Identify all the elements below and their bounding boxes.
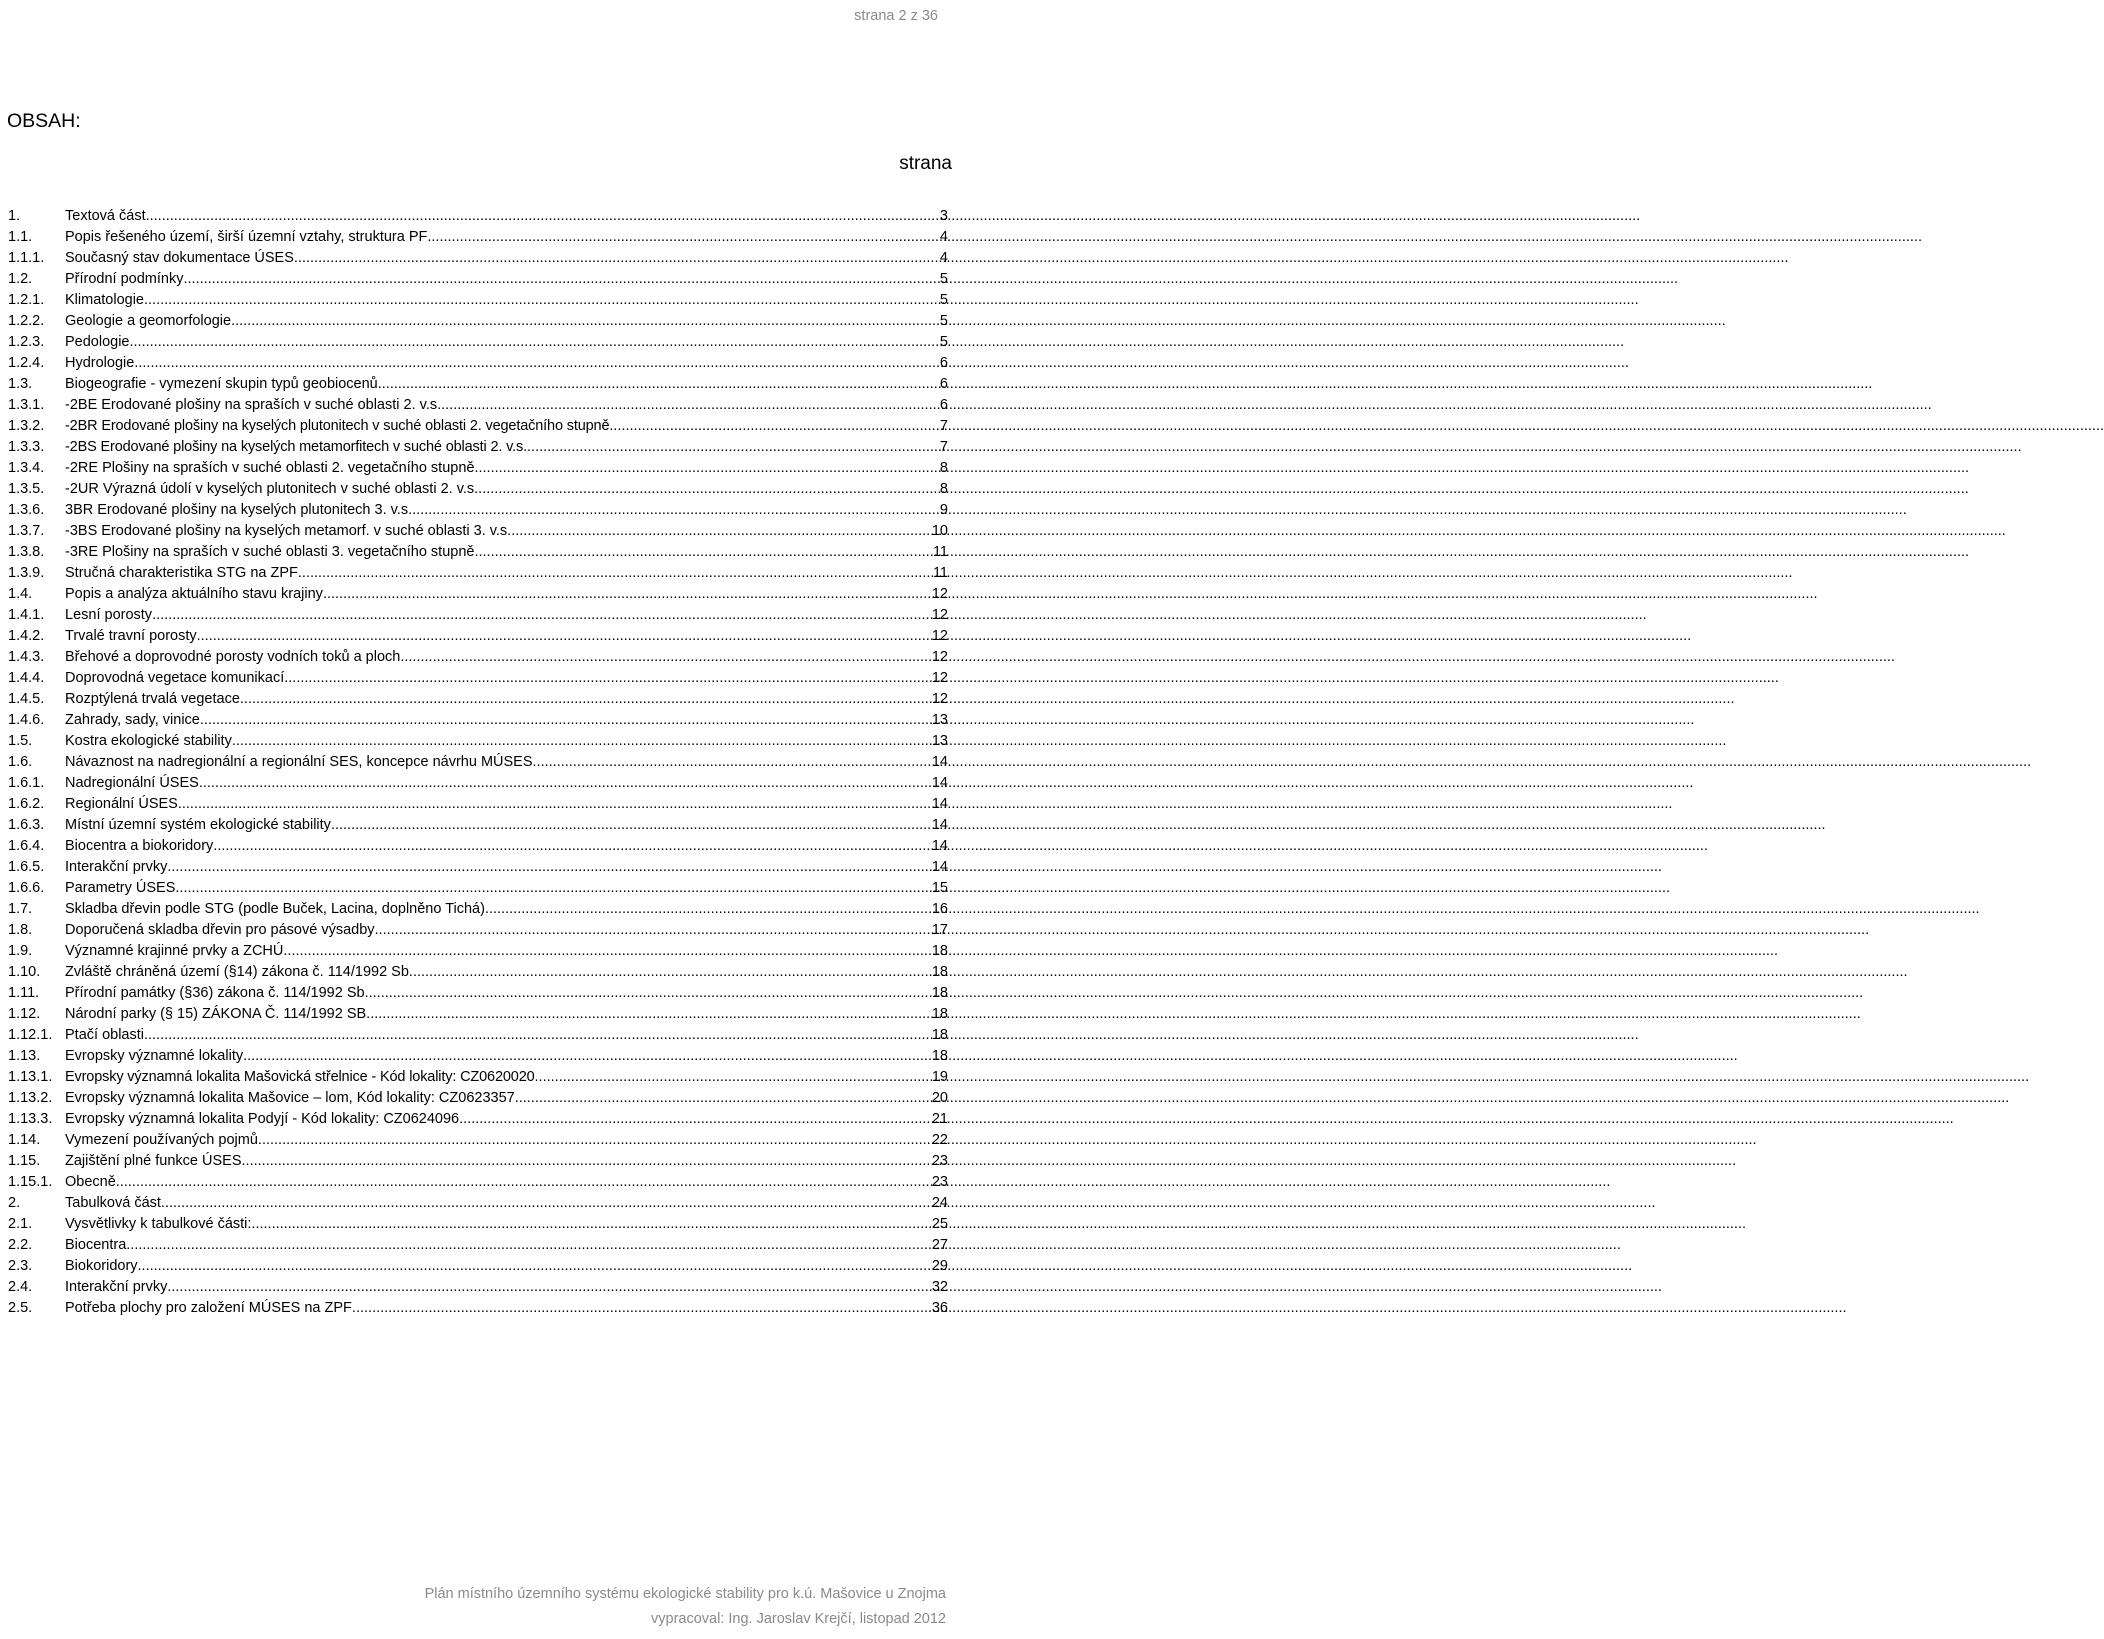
toc-entry[interactable] [8,565,948,586]
toc-entry-page: 18 [931,1006,948,1022]
toc-entry[interactable] [8,670,948,691]
toc-entry[interactable] [8,943,948,964]
toc-dot-leader [515,1090,932,1106]
toc-dot-leader [175,880,931,896]
toc-entry-title: Rozptýlená trvalá vegetace [65,691,240,707]
toc-dot-leader [116,1174,932,1190]
toc-entry-number: 2.3. [8,1258,33,1274]
toc-entry[interactable] [8,775,948,796]
toc-entry-number: 1.4.6. [8,712,45,728]
toc-entry-number: 1.5. [8,733,33,749]
toc-entry-number: 1.3.7. [8,523,45,539]
toc-dot-leader [375,922,932,938]
toc-entry-page: 21 [931,1111,948,1127]
toc-entry-number: 1.2.3. [8,334,45,350]
toc-dot-leader [197,628,932,644]
toc-entry-title: Regionální ÚSES [65,796,178,812]
toc-entry-page: 12 [931,607,948,623]
toc-entry[interactable] [8,271,948,292]
toc-entry-page: 7 [939,418,948,434]
toc-dot-leader [240,691,932,707]
toc-entry[interactable] [8,859,948,880]
toc-entry-title: Kostra ekologické stability [65,733,232,749]
toc-entry-title: Tabulková část [65,1195,161,1211]
toc-entry-title: Trvalé travní porosty [65,628,197,644]
toc-entry-page: 5 [939,271,948,287]
toc-entry-page: 14 [931,796,948,812]
toc-dot-leader [283,943,931,959]
toc-entry[interactable] [8,796,948,817]
toc-entry[interactable] [8,586,948,607]
toc-entry-title: Vymezení používaných pojmů. [65,1132,262,1148]
toc-entry-number: 1.10. [8,964,41,980]
toc-entry-title: Biocentra a biokoridory [65,838,214,854]
toc-dot-leader [413,964,932,980]
toc-entry-title: -2BR Erodované plošiny na kyselých plutonitech v suché oblasti 2. vegetačního stupně [65,418,610,434]
toc-entry-page: 6 [939,397,948,413]
toc-entry-page: 12 [931,628,948,644]
toc-entry-title: Břehové a doprovodné porosty vodních toků a ploch [65,649,401,665]
toc-dot-leader [294,250,940,266]
toc-entry[interactable] [8,502,948,523]
toc-entry-page: 8 [939,460,948,476]
toc-dot-leader [167,859,932,875]
toc-dot-leader [427,229,940,245]
toc-entry-page: 25 [931,1216,948,1232]
toc-entry[interactable] [8,1174,948,1195]
toc-dot-leader [331,817,932,833]
toc-entry-title: Biogeografie - vymezení skupin typů geobiocenů [65,376,378,392]
toc-dot-leader [152,607,932,623]
toc-entry-number: 1.12. [8,1006,41,1022]
page-footer [425,1582,946,1632]
toc-entry-page: 24 [931,1195,948,1211]
toc-entry-number: 1.3.1. [8,397,45,413]
toc-entry-number: 2. [8,1195,21,1211]
toc-entry[interactable] [8,1090,948,1111]
toc-entry-title: Parametry ÚSES [65,880,176,896]
toc-dot-leader [242,1153,932,1169]
toc-dot-leader [474,544,932,560]
toc-entry-number: 1.9. [8,943,33,959]
toc-entry-page: 18 [931,1048,948,1064]
toc-entry-title: Současný stav dokumentace ÚSES [65,250,294,266]
toc-dot-leader [199,775,932,791]
toc-entry-title: Interakční prvky [65,1279,168,1295]
toc-entry-page: 14 [931,838,948,854]
toc-dot-leader [243,1048,932,1064]
toc-entry-page: 36 [931,1300,948,1316]
toc-entry[interactable] [8,523,948,544]
toc-dot-leader [459,1111,932,1127]
toc-entry[interactable] [8,355,948,376]
toc-entry-title: Evropsky významná lokalita Podyjí - Kód lokality: CZ0624096 [65,1111,460,1127]
toc-entry-page: 12 [931,670,948,686]
toc-entry-page: 11 [932,565,948,581]
toc-entry-title: Národní parky (§ 15) ZÁKONA Č. 114/1992 SB [65,1006,367,1022]
toc-entry-title: Pedologie [65,334,130,350]
toc-dot-leader [183,271,939,287]
toc-dot-leader [474,460,939,476]
toc-entry-page: 6 [939,376,948,392]
toc-entry-number: 1.13.3. [8,1111,53,1127]
toc-entry-title: Ptačí oblasti [65,1027,144,1043]
toc-entry-number: 1.3.6. [8,502,45,518]
toc-entry-title: Popis řešeného území, širší územní vztahy, struktura PF [65,229,428,245]
toc-entry-title: -2UR Výrazná údolí v kyselých plutonitech v suché oblasti 2. v.s [65,481,475,497]
toc-entry[interactable] [8,754,948,775]
toc-entry-page: 14 [931,859,948,875]
toc-entry-number: 1.4.2. [8,628,45,644]
toc-entry-title: Potřeba plochy pro založení MÚSES na ZPF [65,1300,352,1316]
toc-entry-title: Přírodní podmínky [65,271,184,287]
toc-entry-page: 18 [931,985,948,1001]
toc-entry[interactable] [8,1027,948,1048]
toc-entry-title: Geologie a geomorfologie [65,313,232,329]
toc-entry-page: 23 [931,1174,948,1190]
toc-dot-leader [511,523,932,539]
toc-entry[interactable] [8,334,948,355]
toc-entry-number: 1.4. [8,586,33,602]
toc-entry-title: Zajištění plné funkce ÚSES [65,1153,242,1169]
toc-dot-leader [213,838,932,854]
toc-entry-number: 2.1. [8,1216,33,1232]
toc-entry-title: Evropsky významné lokality [65,1048,244,1064]
toc-entry-page: 32 [931,1279,948,1295]
toc-entry-number: 1.2.2. [8,313,45,329]
toc-entry-title: Klimatologie [65,292,144,308]
toc-entry[interactable] [8,1048,948,1069]
toc-entry[interactable] [8,481,948,502]
toc-entry-number: 1.6.4. [8,838,45,854]
toc-entry-page: 11 [932,544,948,560]
toc-entry-page: 18 [931,1027,948,1043]
toc-dot-leader [144,292,940,308]
toc-entry-page: 3 [939,208,948,224]
toc-entry-page: 10 [931,523,948,539]
toc-entry[interactable] [8,1258,948,1279]
toc-entry[interactable] [8,1216,948,1237]
toc-entry[interactable] [8,544,948,565]
toc-entry[interactable] [8,817,948,838]
toc-entry-page: 9 [939,502,948,518]
toc-dot-leader [134,355,940,371]
toc-entry-number: 1.6.3. [8,817,45,833]
toc-entry-page: 22 [931,1132,948,1148]
toc-dot-leader [352,1300,932,1316]
toc-entry-title: Obecně [65,1174,116,1190]
toc-entry-number: 1.4.1. [8,607,45,623]
toc-dot-leader [609,418,940,434]
toc-entry-page: 8 [939,481,948,497]
toc-entry-number: 2.4. [8,1279,33,1295]
toc-entry-title: Významné krajinné prvky a ZCHÚ [65,943,284,959]
toc-entry-title: Textová část [65,208,146,224]
toc-entry-title: Doporučená skladba dřevin pro pásové výsadby [65,922,375,938]
toc-entry-page: 18 [931,964,948,980]
toc-entry-number: 1.13.2. [8,1090,53,1106]
toc-entry-number: 1. [8,208,21,224]
toc-entry-number: 1.2. [8,271,33,287]
footer-project-title: Plán místního územního systému ekologické stability pro k.ú. Mašovice u Znojma [424,1586,946,1602]
toc-entry-number: 2.2. [8,1237,33,1253]
toc-entry-title: Interakční prvky [65,859,168,875]
toc-entry[interactable] [8,922,948,943]
toc-entry[interactable] [8,397,948,418]
toc-entry[interactable] [8,733,948,754]
toc-entry-title: Vysvětlivky k tabulkové části: [65,1216,252,1232]
toc-entry[interactable] [8,250,948,271]
toc-entry-number: 1.2.1. [8,292,45,308]
toc-entry-page: 27 [931,1237,948,1253]
toc-entry[interactable] [8,1069,948,1090]
toc-entry-number: 1.6.2. [8,796,45,812]
toc-entry-page: 13 [931,733,948,749]
toc-entry-number: 1.6.5. [8,859,45,875]
toc-entry-page: 23 [931,1153,948,1169]
toc-entry-number: 1.4.4. [8,670,45,686]
toc-dot-leader [178,796,932,812]
toc-entry-title: 3BR Erodované plošiny na kyselých plutonitech 3. v.s. [65,502,413,518]
toc-entry[interactable] [8,838,948,859]
toc-entry[interactable] [8,901,948,922]
toc-dot-leader [400,649,932,665]
toc-entry-number: 1.2.4. [8,355,45,371]
toc-dot-leader [474,481,940,497]
toc-dot-leader [126,1237,932,1253]
toc-entry-number: 1.14. [8,1132,41,1148]
table-of-contents [8,208,948,1321]
toc-entry[interactable] [8,712,948,733]
toc-dot-leader [262,1132,932,1148]
toc-entry-number: 1.8. [8,922,33,938]
contents-heading: OBSAH: [7,110,81,132]
toc-dot-leader [298,565,933,581]
toc-entry-title: Lesní porosty [65,607,153,623]
toc-entry-title: Biokoridory [65,1258,138,1274]
toc-entry-page: 14 [931,775,948,791]
toc-entry[interactable] [8,418,948,439]
toc-entry-title: -2BE Erodované plošiny na spraších v suché oblasti 2. v.s [65,397,438,413]
toc-dot-leader [231,313,940,329]
toc-entry[interactable] [8,460,948,481]
toc-dot-leader [537,754,932,770]
toc-entry-number: 1.3. [8,376,33,392]
toc-entry-number: 1.6. [8,754,33,770]
toc-dot-leader [138,1258,932,1274]
toc-dot-leader [284,670,932,686]
toc-entry[interactable] [8,649,948,670]
toc-dot-leader [130,334,940,350]
toc-entry-title: Místní územní systém ekologické stability [65,817,331,833]
toc-entry-title: Skladba dřevin podle STG (podle Buček, Lacina, doplněno Tichá) [65,901,485,917]
toc-dot-leader [369,985,932,1001]
toc-entry-number: 1.4.3. [8,649,45,665]
toc-entry-title: Návaznost na nadregionální a regionální SES, koncepce návrhu MÚSES. [65,754,537,770]
toc-dot-leader [366,1006,932,1022]
footer-author: vypracoval: Ing. Jaroslav Krejčí, listopad 2012 [651,1611,946,1627]
toc-dot-leader [251,1216,931,1232]
toc-entry-number: 1.15. [8,1153,41,1169]
toc-entry-title: Nadregionální ÚSES [65,775,199,791]
toc-dot-leader [144,1027,932,1043]
toc-entry-page: 5 [939,292,948,308]
toc-entry-page: 19 [931,1069,948,1085]
toc-entry-number: 1.1. [8,229,33,245]
toc-dot-leader [232,733,932,749]
toc-dot-leader [412,502,940,518]
toc-entry[interactable] [8,439,948,460]
toc-entry-title: -3RE Plošiny na spraších v suché oblasti 3. vegetačního stupně [65,544,475,560]
toc-entry-number: 1.3.2. [8,418,45,434]
toc-entry-page: 6 [939,355,948,371]
toc-entry-title: Evropsky významná lokalita Mašovická střelnice - Kód lokality: CZ0620020 [65,1069,535,1085]
toc-entry[interactable] [8,229,948,250]
toc-dot-leader [378,376,940,392]
toc-entry[interactable] [8,1237,948,1258]
toc-entry-page: 14 [931,754,948,770]
toc-entry[interactable] [8,1153,948,1174]
toc-entry-page: 12 [931,649,948,665]
toc-dot-leader [535,1069,932,1085]
toc-entry-title: Doprovodná vegetace komunikací [65,670,285,686]
toc-entry-number: 1.3.9. [8,565,45,581]
toc-entry-page: 12 [931,586,948,602]
toc-entry-number: 1.4.5. [8,691,45,707]
toc-entry[interactable] [8,964,948,985]
toc-entry[interactable] [8,208,948,229]
toc-entry[interactable] [8,313,948,334]
toc-entry-page: 5 [939,334,948,350]
toc-entry[interactable] [8,1006,948,1027]
toc-dot-leader [527,439,940,455]
toc-entry[interactable] [8,607,948,628]
toc-entry-title: Popis a analýza aktuálního stavu krajiny [65,586,323,602]
toc-entry[interactable] [8,1279,948,1300]
toc-entry-title: Biocentra [65,1237,127,1253]
toc-entry[interactable] [8,1300,948,1321]
toc-entry[interactable] [8,376,948,397]
toc-entry-number: 1.1.1. [8,250,45,266]
toc-dot-leader [437,397,940,413]
toc-entry-number: 1.13. [8,1048,41,1064]
toc-entry-page: 16 [931,901,948,917]
toc-entry-title: -2BS Erodované plošiny na kyselých metamorfitech v suché oblasti 2. v.s. [65,439,528,455]
toc-entry-page: 4 [939,229,948,245]
toc-entry[interactable] [8,1111,948,1132]
toc-entry-number: 1.6.6. [8,880,45,896]
toc-entry[interactable] [8,691,948,712]
toc-entry-title: Zahrady, sady, vinice [65,712,200,728]
toc-entry-title: Přírodní památky (§36) zákona č. 114/1992 Sb. [65,985,369,1001]
toc-entry-number: 1.6.1. [8,775,45,791]
toc-entry-number: 1.3.8. [8,544,45,560]
toc-entry-title: Evropsky významná lokalita Mašovice – lom, Kód lokality: CZ0623357 [65,1090,515,1106]
toc-entry-page: 17 [931,922,948,938]
toc-entry-number: 1.13.1. [8,1069,53,1085]
toc-entry[interactable] [8,1195,948,1216]
toc-entry-number: 1.3.4. [8,460,45,476]
toc-dot-leader [167,1279,932,1295]
toc-entry-title: -3BS Erodované plošiny na kyselých metamorf. v suché oblasti 3. v.s. [65,523,512,539]
page-column-label: strana [899,153,952,174]
toc-entry[interactable] [8,628,948,649]
toc-dot-leader [161,1195,932,1211]
toc-entry-page: 14 [931,817,948,833]
toc-dot-leader [200,712,932,728]
toc-entry[interactable] [8,985,948,1006]
toc-entry-page: 12 [931,691,948,707]
toc-entry-page: 4 [939,250,948,266]
toc-entry-number: 2.5. [8,1300,33,1316]
toc-entry-title: Hydrologie [65,355,135,371]
toc-entry[interactable] [8,292,948,313]
toc-entry[interactable] [8,880,948,901]
page-number: strana 2 z 36 [854,8,938,24]
toc-dot-leader [485,901,932,917]
toc-entry-title: Zvláště chráněná území (§14) zákona č. 114/1992 Sb. [65,964,413,980]
toc-entry-page: 20 [931,1090,948,1106]
toc-entry-number: 1.3.3. [8,439,45,455]
toc-dot-leader [146,208,940,224]
toc-entry-number: 1.15.1. [8,1174,53,1190]
toc-dot-leader [323,586,932,602]
toc-entry-page: 29 [931,1258,948,1274]
toc-entry-page: 15 [931,880,948,896]
toc-entry[interactable] [8,1132,948,1153]
toc-entry-page: 18 [931,943,948,959]
toc-entry-number: 1.3.5. [8,481,45,497]
toc-entry-number: 1.12.1. [8,1027,53,1043]
toc-entry-title: -2RE Plošiny na spraších v suché oblasti 2. vegetačního stupně [65,460,475,476]
toc-entry-title: Stručná charakteristika STG na ZPF [65,565,298,581]
toc-entry-page: 7 [939,439,948,455]
toc-entry-number: 1.7. [8,901,33,917]
toc-entry-page: 5 [939,313,948,329]
toc-entry-page: 13 [931,712,948,728]
toc-entry-number: 1.11. [8,985,40,1001]
